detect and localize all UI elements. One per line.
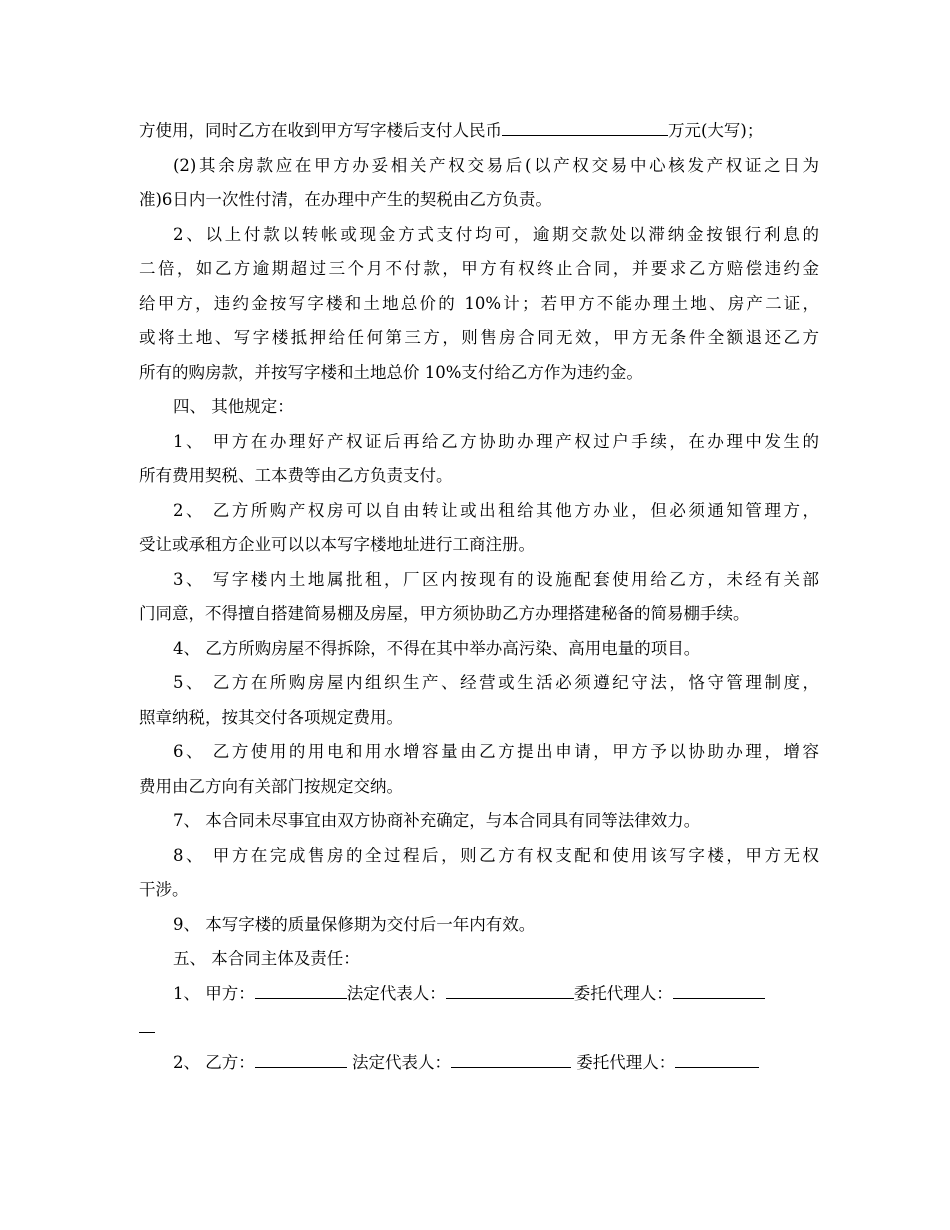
- text-line: 4、 乙方所购房屋不得拆除，不得在其中举办高污染、高用电量的项目。: [173, 638, 701, 658]
- text-line: 1、 甲方在办理好产权证后再给乙方协助办理产权过户手续，在办理中发生的: [173, 431, 819, 451]
- party-a-label: 1、 甲方：: [173, 983, 255, 1003]
- section-heading: 四、 其他规定：: [173, 397, 294, 416]
- fill-in-blank: [673, 980, 765, 999]
- fill-in-blank: [675, 1049, 759, 1068]
- text-line: 2、 乙方所购产权房可以自由转让或出租给其他方办业，但必须通知管理方，: [173, 500, 819, 520]
- text-segment: 万元(大写)；: [668, 121, 764, 140]
- agent-label: 委托代理人：: [573, 983, 673, 1003]
- text-line: (2)其余房款应在甲方办妥相关产权交易后(以产权交易中心核发产权证之日为: [173, 155, 819, 175]
- blank-continuation-line: [139, 1011, 819, 1046]
- fill-in-blank: [255, 1049, 347, 1068]
- text-line: 费用由乙方向有关部门按规定交纳。: [139, 776, 403, 796]
- text-line: 或将土地、写字楼抵押给任何第三方，则售房合同无效，甲方无条件全额退还乙方: [139, 328, 819, 347]
- text-line: 门同意，不得擅自搭建简易棚及房屋，甲方须协助乙方办理搭建秘备的简易棚手续。: [139, 604, 750, 623]
- legal-representative-label: 法定代表人：: [346, 1052, 451, 1072]
- text-line: 干涉。: [139, 880, 189, 899]
- fill-in-blank: [139, 1014, 155, 1033]
- fill-in-blank: [255, 980, 347, 999]
- text-line: 所有费用契税、工本费等由乙方负责支付。: [139, 466, 453, 485]
- text-line: 6、 乙方使用的用电和用水增容量由乙方提出申请，甲方予以协助办理，增容: [173, 742, 819, 761]
- text-line: 5、 乙方在所购房屋内组织生产、经营或生活必须遵纪守法，恪守管理制度，: [173, 673, 819, 692]
- text-line: 照章纳税，按其交付各项规定费用。: [139, 707, 403, 727]
- fill-in-blank: [451, 1049, 571, 1068]
- text-line: 给甲方，违约金按写字楼和土地总价的 10%计；若甲方不能办理土地、房产二证，: [139, 293, 819, 313]
- fill-in-blank: [502, 117, 668, 136]
- fill-in-blank: [446, 980, 574, 999]
- text-segment: 方使用，同时乙方在收到甲方写字楼后支付人民币: [139, 121, 502, 140]
- contract-body: [139, 114, 819, 1080]
- legal-representative-label: 法定代表人：: [346, 983, 446, 1003]
- text-line: 9、 本写字楼的质量保修期为交付后一年内有效。: [173, 914, 536, 934]
- text-line: [139, 114, 819, 149]
- text-line: 2、以上付款以转帐或现金方式支付均可，逾期交款处以滞纳金按银行利息的: [173, 224, 819, 244]
- agent-label: 委托代理人：: [571, 1052, 676, 1072]
- text-line: 准)6日内一次性付清，在办理中产生的契税由乙方负责。: [139, 190, 552, 209]
- signature-line-party-b: [139, 1046, 819, 1081]
- text-line: 3、 写字楼内土地属批租，厂区内按现有的设施配套使用给乙方，未经有关部: [173, 569, 819, 589]
- text-line: 7、 本合同未尽事宜由双方协商补充确定，与本合同具有同等法律效力。: [173, 811, 701, 830]
- party-b-label: 2、 乙方：: [173, 1052, 255, 1072]
- signature-line-party-a: [139, 977, 819, 1012]
- text-line: 二倍，如乙方逾期超过三个月不付款，甲方有权终止合同，并要求乙方赔偿违约金: [139, 259, 819, 278]
- section-heading: 五、 本合同主体及责任：: [173, 949, 360, 968]
- text-line: 所有的购房款，并按写字楼和土地总价 10%支付给乙方作为违约金。: [139, 362, 643, 382]
- text-line: 受让或承租方企业可以以本写字楼地址进行工商注册。: [139, 535, 535, 554]
- text-line: 8、 甲方在完成售房的全过程后，则乙方有权支配和使用该写字楼，甲方无权: [173, 845, 819, 865]
